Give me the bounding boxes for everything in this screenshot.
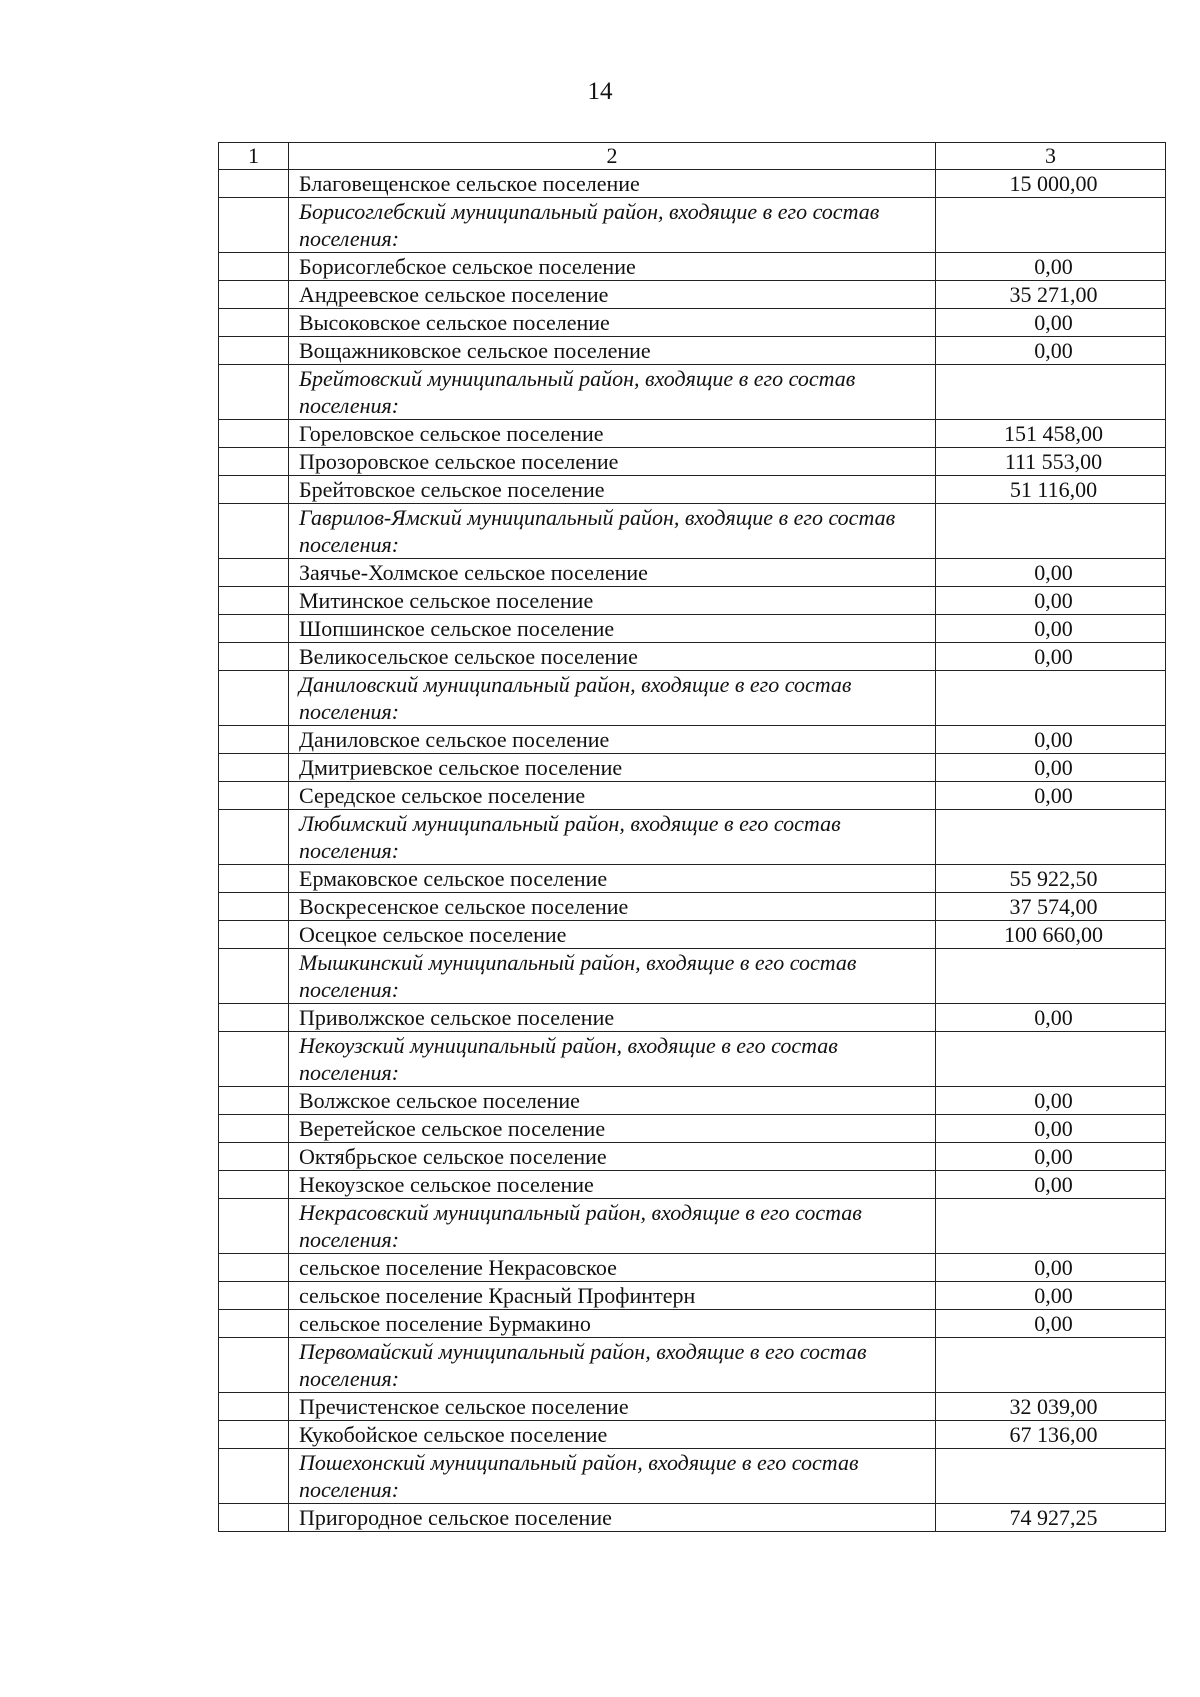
table-row xyxy=(219,253,1166,281)
amount-cell: 0,00 xyxy=(936,1310,1166,1338)
district-name-cell: Брейтовский муниципальный район, входящие в его состав поселения: xyxy=(289,365,936,420)
amount-cell: 35 271,00 xyxy=(936,281,1166,309)
district-header-row xyxy=(219,1199,1166,1254)
amount-cell xyxy=(936,1032,1166,1087)
index-cell xyxy=(219,476,289,504)
amount-cell xyxy=(936,671,1166,726)
index-cell xyxy=(219,643,289,671)
settlement-name-cell: Даниловское сельское поселение xyxy=(289,726,936,754)
header-col-2: 2 xyxy=(289,143,936,170)
settlement-name-cell: Андреевское сельское поселение xyxy=(289,281,936,309)
table-row xyxy=(219,615,1166,643)
index-cell xyxy=(219,615,289,643)
amount-cell: 0,00 xyxy=(936,1143,1166,1171)
index-cell xyxy=(219,1393,289,1421)
index-cell xyxy=(219,1310,289,1338)
district-header-row xyxy=(219,365,1166,420)
amount-cell: 0,00 xyxy=(936,309,1166,337)
settlement-name-cell: Брейтовское сельское поселение xyxy=(289,476,936,504)
amount-cell xyxy=(936,365,1166,420)
settlement-name-cell: Благовещенское сельское поселение xyxy=(289,170,936,198)
index-cell xyxy=(219,253,289,281)
district-name-cell: Первомайский муниципальный район, входящие в его состав поселения: xyxy=(289,1338,936,1393)
index-cell xyxy=(219,309,289,337)
table-row xyxy=(219,726,1166,754)
index-cell xyxy=(219,1171,289,1199)
index-cell xyxy=(219,587,289,615)
table-row xyxy=(219,281,1166,309)
settlement-name-cell: сельское поселение Красный Профинтерн xyxy=(289,1282,936,1310)
table-row xyxy=(219,1504,1166,1532)
settlement-name-cell: Волжское сельское поселение xyxy=(289,1087,936,1115)
index-cell xyxy=(219,504,289,559)
table-row xyxy=(219,1393,1166,1421)
table-row xyxy=(219,1115,1166,1143)
amount-cell: 0,00 xyxy=(936,754,1166,782)
amount-cell: 67 136,00 xyxy=(936,1421,1166,1449)
settlement-name-cell: Кукобойское сельское поселение xyxy=(289,1421,936,1449)
index-cell xyxy=(219,1338,289,1393)
amount-cell: 111 553,00 xyxy=(936,448,1166,476)
amount-cell xyxy=(936,198,1166,253)
index-cell xyxy=(219,337,289,365)
amount-cell: 0,00 xyxy=(936,1115,1166,1143)
district-header-row xyxy=(219,949,1166,1004)
settlement-name-cell: Воскресенское сельское поселение xyxy=(289,893,936,921)
table-row xyxy=(219,448,1166,476)
district-name-cell: Некоузский муниципальный район, входящие в его состав поселения: xyxy=(289,1032,936,1087)
index-cell xyxy=(219,1143,289,1171)
amount-cell: 0,00 xyxy=(936,782,1166,810)
index-cell xyxy=(219,671,289,726)
district-header-row xyxy=(219,504,1166,559)
table-row xyxy=(219,1310,1166,1338)
index-cell xyxy=(219,782,289,810)
district-name-cell: Борисоглебский муниципальный район, входящие в его состав поселения: xyxy=(289,198,936,253)
amount-cell: 32 039,00 xyxy=(936,1393,1166,1421)
index-cell xyxy=(219,1449,289,1504)
amount-cell: 0,00 xyxy=(936,1171,1166,1199)
table-row xyxy=(219,1171,1166,1199)
index-cell xyxy=(219,810,289,865)
settlement-name-cell: Пречистенское сельское поселение xyxy=(289,1393,936,1421)
table-row xyxy=(219,893,1166,921)
amount-cell: 151 458,00 xyxy=(936,420,1166,448)
amount-cell: 100 660,00 xyxy=(936,921,1166,949)
district-name-cell: Некрасовский муниципальный район, входящие в его состав поселения: xyxy=(289,1199,936,1254)
table-row xyxy=(219,643,1166,671)
district-header-row xyxy=(219,1338,1166,1393)
amount-cell: 0,00 xyxy=(936,1087,1166,1115)
amount-cell: 51 116,00 xyxy=(936,476,1166,504)
amount-cell: 0,00 xyxy=(936,337,1166,365)
index-cell xyxy=(219,754,289,782)
header-col-1: 1 xyxy=(219,143,289,170)
index-cell xyxy=(219,170,289,198)
table-row xyxy=(219,921,1166,949)
settlement-name-cell: Ермаковское сельское поселение xyxy=(289,865,936,893)
settlement-name-cell: Гореловское сельское поселение xyxy=(289,420,936,448)
district-header-row xyxy=(219,1032,1166,1087)
amount-cell: 0,00 xyxy=(936,559,1166,587)
settlement-name-cell: Дмитриевское сельское поселение xyxy=(289,754,936,782)
settlement-name-cell: Заячье-Холмское сельское поселение xyxy=(289,559,936,587)
table-row xyxy=(219,420,1166,448)
amount-cell: 0,00 xyxy=(936,726,1166,754)
index-cell xyxy=(219,1282,289,1310)
table-row xyxy=(219,587,1166,615)
page-number: 14 xyxy=(587,78,613,105)
table-row xyxy=(219,1282,1166,1310)
table-row xyxy=(219,170,1166,198)
amount-cell xyxy=(936,1449,1166,1504)
index-cell xyxy=(219,420,289,448)
amount-cell xyxy=(936,1199,1166,1254)
settlement-name-cell: Осецкое сельское поселение xyxy=(289,921,936,949)
district-name-cell: Пошехонский муниципальный район, входящие в его состав поселения: xyxy=(289,1449,936,1504)
index-cell xyxy=(219,865,289,893)
index-cell xyxy=(219,1254,289,1282)
amount-cell: 0,00 xyxy=(936,1254,1166,1282)
settlement-name-cell: Пригородное сельское поселение xyxy=(289,1504,936,1532)
district-name-cell: Любимский муниципальный район, входящие в его состав поселения: xyxy=(289,810,936,865)
settlement-name-cell: Октябрьское сельское поселение xyxy=(289,1143,936,1171)
settlements-table xyxy=(218,142,1166,1532)
settlement-name-cell: Высоковское сельское поселение xyxy=(289,309,936,337)
amount-cell: 0,00 xyxy=(936,253,1166,281)
amount-cell xyxy=(936,504,1166,559)
index-cell xyxy=(219,365,289,420)
table-row xyxy=(219,782,1166,810)
amount-cell: 0,00 xyxy=(936,1282,1166,1310)
header-col-3: 3 xyxy=(936,143,1166,170)
table-row xyxy=(219,1004,1166,1032)
table-body xyxy=(219,143,1166,1532)
index-cell xyxy=(219,559,289,587)
table-row xyxy=(219,754,1166,782)
table-row xyxy=(219,1143,1166,1171)
settlement-name-cell: Веретейское сельское поселение xyxy=(289,1115,936,1143)
index-cell xyxy=(219,281,289,309)
settlement-name-cell: Прозоровское сельское поселение xyxy=(289,448,936,476)
amount-cell xyxy=(936,949,1166,1004)
district-header-row xyxy=(219,198,1166,253)
table-row xyxy=(219,865,1166,893)
index-cell xyxy=(219,1504,289,1532)
settlement-name-cell: Приволжское сельское поселение xyxy=(289,1004,936,1032)
index-cell xyxy=(219,1421,289,1449)
index-cell xyxy=(219,1199,289,1254)
index-cell xyxy=(219,1004,289,1032)
settlement-name-cell: Середское сельское поселение xyxy=(289,782,936,810)
settlement-name-cell: сельское поселение Некрасовское xyxy=(289,1254,936,1282)
index-cell xyxy=(219,448,289,476)
table-row xyxy=(219,1087,1166,1115)
amount-cell: 0,00 xyxy=(936,587,1166,615)
amount-cell: 0,00 xyxy=(936,615,1166,643)
district-header-row xyxy=(219,1449,1166,1504)
index-cell xyxy=(219,921,289,949)
district-header-row xyxy=(219,810,1166,865)
district-header-row xyxy=(219,671,1166,726)
district-name-cell: Мышкинский муниципальный район, входящие в его состав поселения: xyxy=(289,949,936,1004)
index-cell xyxy=(219,1032,289,1087)
table-row xyxy=(219,309,1166,337)
table-row xyxy=(219,476,1166,504)
table-row xyxy=(219,559,1166,587)
settlement-name-cell: сельское поселение Бурмакино xyxy=(289,1310,936,1338)
amount-cell: 0,00 xyxy=(936,643,1166,671)
index-cell xyxy=(219,726,289,754)
amount-cell: 0,00 xyxy=(936,1004,1166,1032)
amount-cell xyxy=(936,1338,1166,1393)
index-cell xyxy=(219,949,289,1004)
index-cell xyxy=(219,893,289,921)
table-row xyxy=(219,1421,1166,1449)
district-name-cell: Даниловский муниципальный район, входящие в его состав поселения: xyxy=(289,671,936,726)
amount-cell: 37 574,00 xyxy=(936,893,1166,921)
table-row xyxy=(219,337,1166,365)
table-row xyxy=(219,1254,1166,1282)
amount-cell xyxy=(936,810,1166,865)
index-cell xyxy=(219,1115,289,1143)
index-cell xyxy=(219,1087,289,1115)
district-name-cell: Гаврилов-Ямский муниципальный район, входящие в его состав поселения: xyxy=(289,504,936,559)
amount-cell: 74 927,25 xyxy=(936,1504,1166,1532)
index-cell xyxy=(219,198,289,253)
amount-cell: 55 922,50 xyxy=(936,865,1166,893)
settlement-name-cell: Вощажниковское сельское поселение xyxy=(289,337,936,365)
amount-cell: 15 000,00 xyxy=(936,170,1166,198)
settlement-name-cell: Некоузское сельское поселение xyxy=(289,1171,936,1199)
settlement-name-cell: Шопшинское сельское поселение xyxy=(289,615,936,643)
settlement-name-cell: Великосельское сельское поселение xyxy=(289,643,936,671)
settlement-name-cell: Борисоглебское сельское поселение xyxy=(289,253,936,281)
table-header-row xyxy=(219,143,1166,170)
settlement-name-cell: Митинское сельское поселение xyxy=(289,587,936,615)
